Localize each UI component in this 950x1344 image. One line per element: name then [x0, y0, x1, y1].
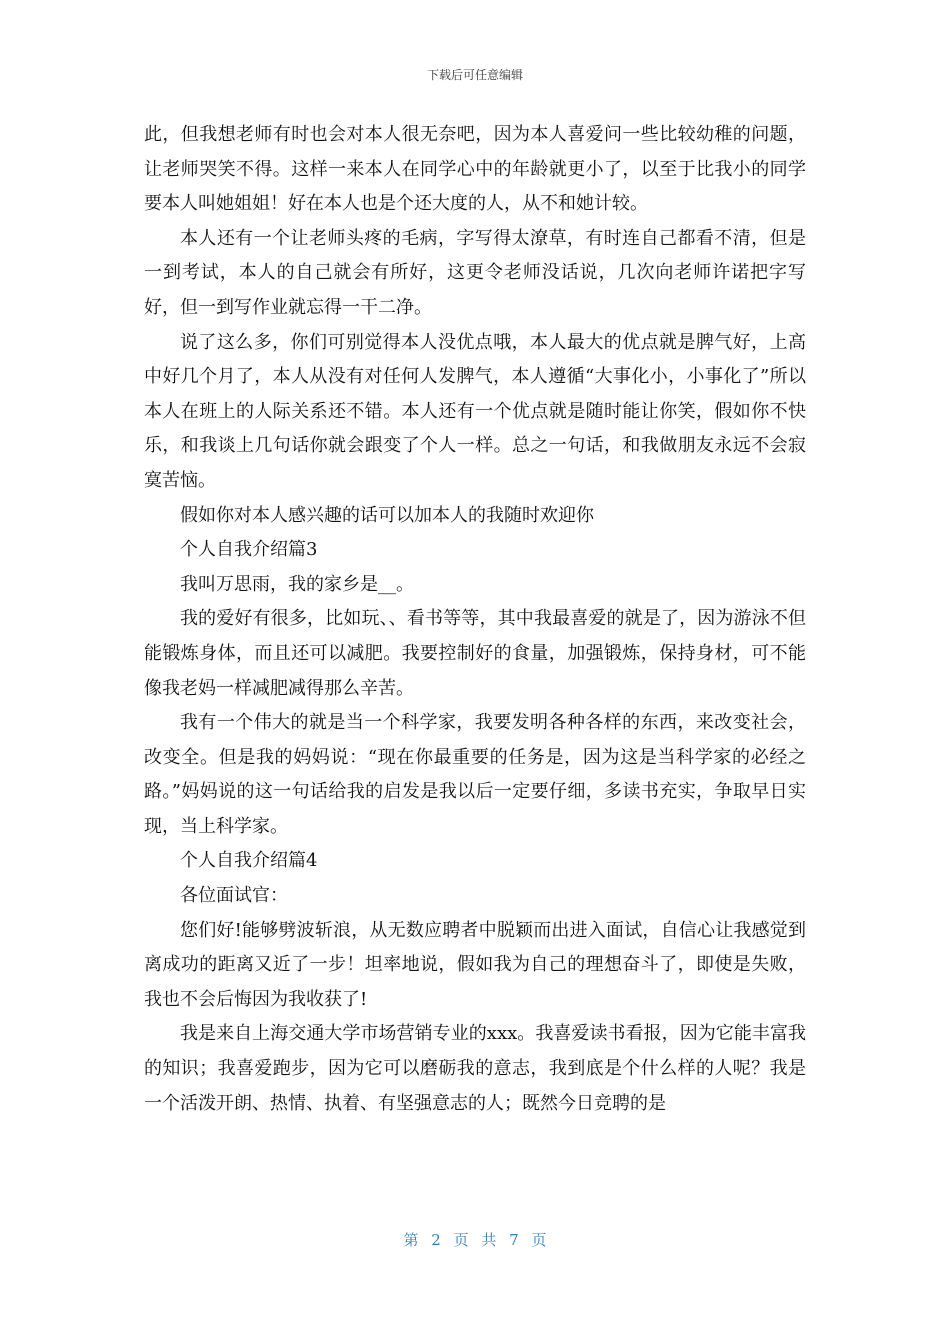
paragraph-3: 说了这么多，你们可别觉得本人没优点哦，本人最大的优点就是脾气好，上高中好几个月了，本人从没有对任何人发脾气，本人遵循“大事化小，小事化了”所以本人在班上的人际关系还不错。本人还有一个优点就是随时能让你笑，假如你不快乐，和我谈上几句话你就会跟变了个人一样。总之一句话，和我做朋友永远不会寂寞苦恼。 — [144, 331, 806, 491]
salutation: 各位面试官： — [180, 885, 288, 907]
section-heading-3: 个人自我介绍篇3 — [180, 539, 318, 561]
paragraph-12: 我是来自上海交通大学市场营销专业的xxx。我喜爱读书看报，因为它能丰富我的知识；我喜爱跑步，因为它可以磨砺我的意志，我到底是个什么样的人呢？我是一个活泼开朗、热情、执着、有坚强意志的人；既然今日竞聘的是 — [144, 1023, 806, 1114]
paragraph-2: 本人还有一个让老师头疼的毛病，字写得太潦草，有时连自己都看不清，但是一到考试，本人的自己就会有所好，这更令老师没话说，几次向老师许诺把字写好，但一到写作业就忘得一干二净。 — [144, 227, 806, 318]
paragraph-7: 我的爱好有很多，比如玩、、看书等等，其中我最喜爱的就是了，因为游泳不但能锻炼身体，而且还可以减肥。我要控制好的食量，加强锻炼，保持身材，可不能像我老妈一样减肥减得那么辛苦。 — [144, 608, 806, 699]
paragraph-6: 我叫万思雨，我的家乡是__。 — [180, 573, 414, 595]
page-number-footer: 第 2 页 共 7 页 — [403, 1231, 547, 1249]
section-heading-4: 个人自我介绍篇4 — [180, 850, 318, 872]
paragraph-4: 假如你对本人感兴趣的话可以加本人的我随时欢迎你 — [180, 504, 594, 526]
page-header: 下载后可任意编辑 — [426, 68, 523, 82]
paragraph-11: 您们好!能够劈波斩浪，从无数应聘者中脱颖而出进入面试，自信心让我感觉到离成功的距离又近了一步！坦率地说，假如我为自己的理想奋斗了，即使是失败，我也不会后悔因为我收获了! — [144, 919, 806, 1010]
document-body — [144, 118, 806, 1121]
paragraph-1: 此，但我想老师有时也会对本人很无奈吧，因为本人喜爱问一些比较幼稚的问题，让老师哭笑不得。这样一来本人在同学心中的年龄就更小了，以至于比我小的同学要本人叫她姐姐！好在本人也是个还大度的人，从不和她计较。 — [144, 124, 806, 215]
paragraph-8: 我有一个伟大的就是当一个科学家，我要发明各种各样的东西，来改变社会，改变全。但是我的妈妈说：“现在你最重要的任务是，因为这是当科学家的必经之路。”妈妈说的这一句话给我的启发是我以后一定要仔细，多读书充实，争取早日实现，当上科学家。 — [144, 712, 806, 837]
